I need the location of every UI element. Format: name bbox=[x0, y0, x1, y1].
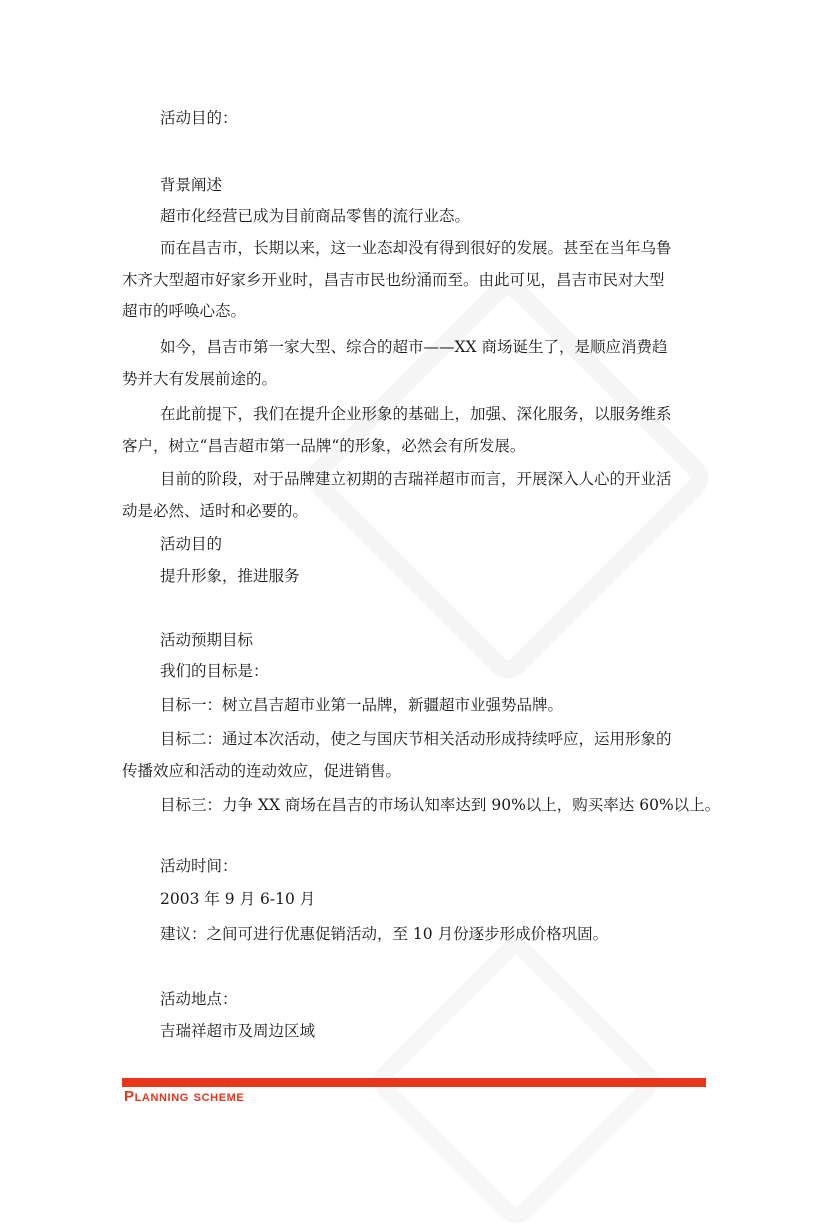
paragraph-2-line-2: 木齐大型超市好家乡开业时，昌吉市民也纷涌而至。由此可见，昌吉市民对大型 bbox=[122, 271, 665, 289]
goal-2-line-2: 传播效应和活动的连动效应，促进销售。 bbox=[122, 762, 402, 780]
paragraph-3-line-1: 如今，昌吉市第一家大型、综合的超市——XX 商场诞生了，是顺应消费趋 bbox=[160, 338, 668, 356]
goal-2-line-1: 目标二：通过本次活动，使之与国庆节相关活动形成持续呼应，运用形象的 bbox=[160, 730, 672, 748]
suggestion: 建议：之间可进行优惠促销活动，至 10 月份逐步形成价格巩固。 bbox=[160, 925, 609, 943]
paragraph-3-line-2: 势并大有发展前途的。 bbox=[122, 370, 278, 388]
paragraph-2-line-3: 超市的呼唤心态。 bbox=[122, 302, 247, 320]
location-value: 吉瑞祥超市及周边区域 bbox=[160, 1022, 316, 1040]
goal-1: 目标一：树立昌吉超市业第一品牌，新疆超市业强势品牌。 bbox=[160, 696, 564, 714]
footer-label: Planning scheme bbox=[124, 1088, 245, 1105]
goal-3: 目标三：力争 XX 商场在昌吉的市场认知率达到 90%以上，购买率达 60%以上。 bbox=[160, 796, 721, 814]
purpose-text: 提升形象，推进服务 bbox=[160, 567, 300, 585]
time-title: 活动时间： bbox=[160, 857, 238, 875]
location-title: 活动地点： bbox=[160, 990, 238, 1008]
goals-title: 活动预期目标 bbox=[160, 631, 254, 649]
paragraph-2-line-1: 而在昌吉市，长期以来，这一业态却没有得到很好的发展。甚至在当年乌鲁 bbox=[160, 239, 672, 257]
paragraph-4-line-1: 在此前提下，我们在提升企业形象的基础上，加强、深化服务，以服务维系 bbox=[160, 405, 672, 423]
heading-activity-purpose: 活动目的： bbox=[160, 109, 238, 127]
paragraph-5-line-2: 动是必然、适时和必要的。 bbox=[122, 502, 309, 520]
paragraph-5-line-1: 目前的阶段，对于品牌建立初期的吉瑞祥超市而言，开展深入人心的开业活 bbox=[160, 470, 672, 488]
footer-accent-bar bbox=[122, 1078, 706, 1087]
paragraph-1: 超市化经营已成为目前商品零售的流行业态。 bbox=[160, 207, 471, 225]
section-background-title: 背景阐述 bbox=[160, 176, 223, 194]
time-value: 2003 年 9 月 6-10 月 bbox=[160, 890, 316, 908]
goals-intro: 我们的目标是： bbox=[160, 662, 269, 680]
paragraph-4-line-2: 客户，树立“昌吉超市第一品牌“的形象，必然会有所发展。 bbox=[122, 437, 526, 455]
purpose-title: 活动目的 bbox=[160, 535, 223, 553]
